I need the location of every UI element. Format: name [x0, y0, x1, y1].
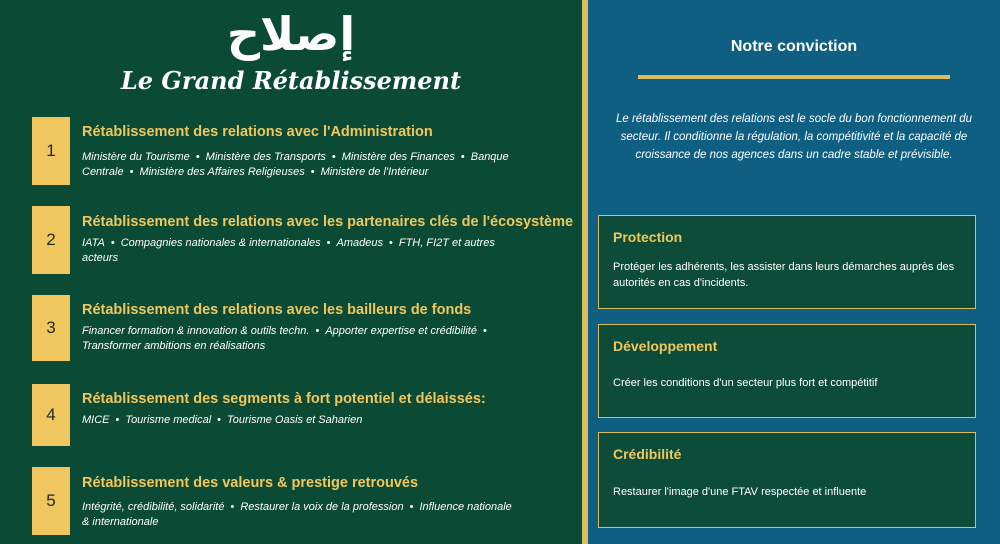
- item-point: Restaurer la voix de la profession: [240, 501, 404, 513]
- bullet-separator: •: [310, 166, 315, 178]
- list-item: [32, 117, 562, 187]
- item-points: [82, 324, 522, 354]
- item-points: [82, 236, 522, 266]
- arabic-title: إصلاح: [226, 7, 356, 61]
- conviction-text: Le rétablissement des relations est le socle du bon fonctionnement du secteur. Il conditionne la régulation, la compétitivité et la capacité de croissance de nos agences dans un cadre stable et prévisible.: [615, 113, 973, 161]
- item-point: Intégrité, crédibilité, solidarité: [82, 501, 225, 513]
- item-point: Ministère des Finances: [341, 151, 455, 163]
- card-protection: [598, 215, 976, 309]
- list-item: [32, 384, 562, 450]
- item-title: Rétablissement des relations avec les bailleurs de fonds: [82, 302, 472, 318]
- item-point: Compagnies nationales & internationales: [120, 237, 321, 249]
- bullet-separator: •: [195, 151, 200, 163]
- item-number: 4: [32, 384, 70, 446]
- gold-rule: [638, 75, 950, 79]
- card-developpement: [598, 324, 976, 418]
- bullet-separator: •: [409, 501, 414, 513]
- bullet-separator: •: [331, 151, 336, 163]
- bullet-separator: •: [389, 237, 393, 249]
- item-title: Rétablissement des segments à fort potentiel et délaissés:: [82, 391, 486, 407]
- item-point: Amadeus: [336, 237, 383, 249]
- main-title: Le Grand Rétablissement: [120, 66, 462, 95]
- card-text: Créer les conditions d'un secteur plus fort et compétitif: [613, 377, 878, 389]
- item-number: 3: [32, 295, 70, 361]
- bullet-separator: •: [230, 501, 235, 513]
- item-point: MICE: [82, 414, 110, 426]
- card-title: Crédibilité: [613, 446, 682, 462]
- card-title: Développement: [613, 338, 718, 354]
- item-title: Rétablissement des relations avec l'Administration: [82, 124, 433, 140]
- item-number: 2: [32, 206, 70, 274]
- item-points: [82, 150, 522, 180]
- list-item: [32, 206, 574, 276]
- card-text: Protéger les adhérents, les assister dans leurs démarches auprès des autorités en cas d'incidents.: [613, 261, 955, 289]
- bullet-separator: •: [115, 414, 120, 426]
- item-point: Ministère des Affaires Religieuses: [139, 166, 305, 178]
- bullet-separator: •: [110, 237, 115, 249]
- item-point: Tourisme Oasis et Saharien: [227, 414, 363, 426]
- item-point: Transformer ambitions en réalisations: [82, 340, 266, 352]
- item-point: Banque Centrale: [82, 151, 509, 178]
- item-point: Ministère des Transports: [205, 151, 326, 163]
- list-item: [32, 467, 562, 537]
- item-point: Financer formation & innovation & outils techn.: [82, 325, 310, 337]
- item-number: 1: [32, 117, 70, 185]
- bullet-separator: •: [129, 166, 134, 178]
- item-number: 5: [32, 467, 70, 535]
- bullet-separator: •: [315, 325, 320, 337]
- bullet-separator: •: [482, 325, 487, 337]
- list-item: [32, 295, 562, 365]
- item-point: Influence nationale & internationale: [82, 501, 512, 528]
- card-credibilite: [598, 432, 976, 528]
- item-point: Tourisme medical: [125, 414, 212, 426]
- card-title: Protection: [613, 229, 683, 245]
- conviction-title: Notre conviction: [730, 38, 858, 55]
- bullet-separator: •: [217, 414, 222, 426]
- card-text: Restaurer l'image d'une FTAV respectée et influente: [613, 486, 867, 498]
- item-point: Apporter expertise et crédibilité: [325, 325, 477, 337]
- item-points: [82, 413, 522, 428]
- item-point: IATA: [82, 237, 105, 249]
- item-title: Rétablissement des valeurs & prestige retrouvés: [82, 475, 419, 491]
- item-point: FTH, FI2T et autres acteurs: [82, 237, 495, 264]
- right-panel: [588, 0, 1000, 544]
- item-point: Ministère de l'Intérieur: [320, 166, 429, 178]
- item-points: [82, 500, 522, 530]
- item-title: Rétablissement des relations avec les partenaires clés de l'écosystème: [82, 214, 574, 230]
- bullet-separator: •: [326, 237, 331, 249]
- item-point: Ministère du Tourisme: [82, 151, 190, 163]
- bullet-separator: •: [460, 151, 465, 163]
